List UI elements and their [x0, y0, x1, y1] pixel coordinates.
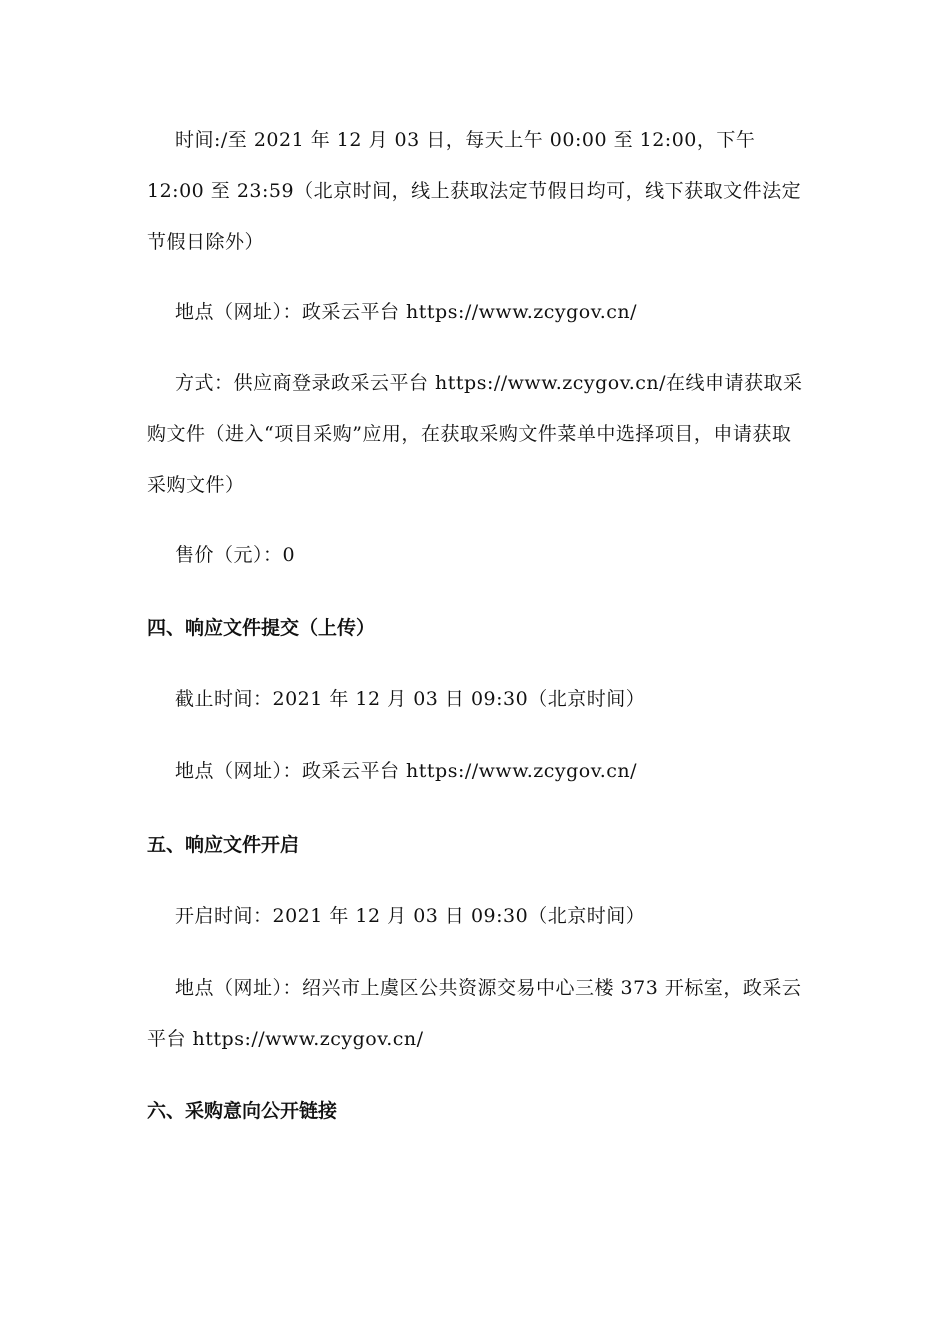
section-heading-intent-link: 六、采购意向公开链接 — [147, 1100, 338, 1122]
acquisition-method-paragraph: 方式：供应商登录政采云平台 https://www.zcygov.cn/在线申请获取采购文件（进入“项目采购”应用，在获取采购文件菜单中选择项目，申请获取采购文件） — [147, 372, 803, 496]
section-heading-submission: 四、响应文件提交（上传） — [147, 617, 376, 639]
acquisition-location-paragraph: 地点（网址）：政采云平台 https://www.zcygov.cn/ — [175, 301, 638, 323]
opening-time-paragraph: 开启时间：2021 年 12 月 03 日 09:30（北京时间） — [175, 905, 646, 927]
acquisition-time-paragraph: 时间:/至 2021 年 12 月 03 日，每天上午 00:00 至 12:00，下午 12:00 至 23:59（北京时间，线上获取法定节假日均可，线下获取文件法定节假日除外） — [147, 129, 802, 253]
section-heading-opening: 五、响应文件开启 — [147, 834, 300, 856]
submission-deadline-paragraph: 截止时间：2021 年 12 月 03 日 09:30（北京时间） — [175, 688, 646, 710]
submission-location-paragraph: 地点（网址）：政采云平台 https://www.zcygov.cn/ — [175, 760, 638, 782]
price-paragraph: 售价（元）：0 — [175, 544, 296, 566]
opening-location-paragraph: 地点（网址）：绍兴市上虞区公共资源交易中心三楼 373 开标室，政采云平台 https://www.zcygov.cn/ — [147, 977, 802, 1050]
